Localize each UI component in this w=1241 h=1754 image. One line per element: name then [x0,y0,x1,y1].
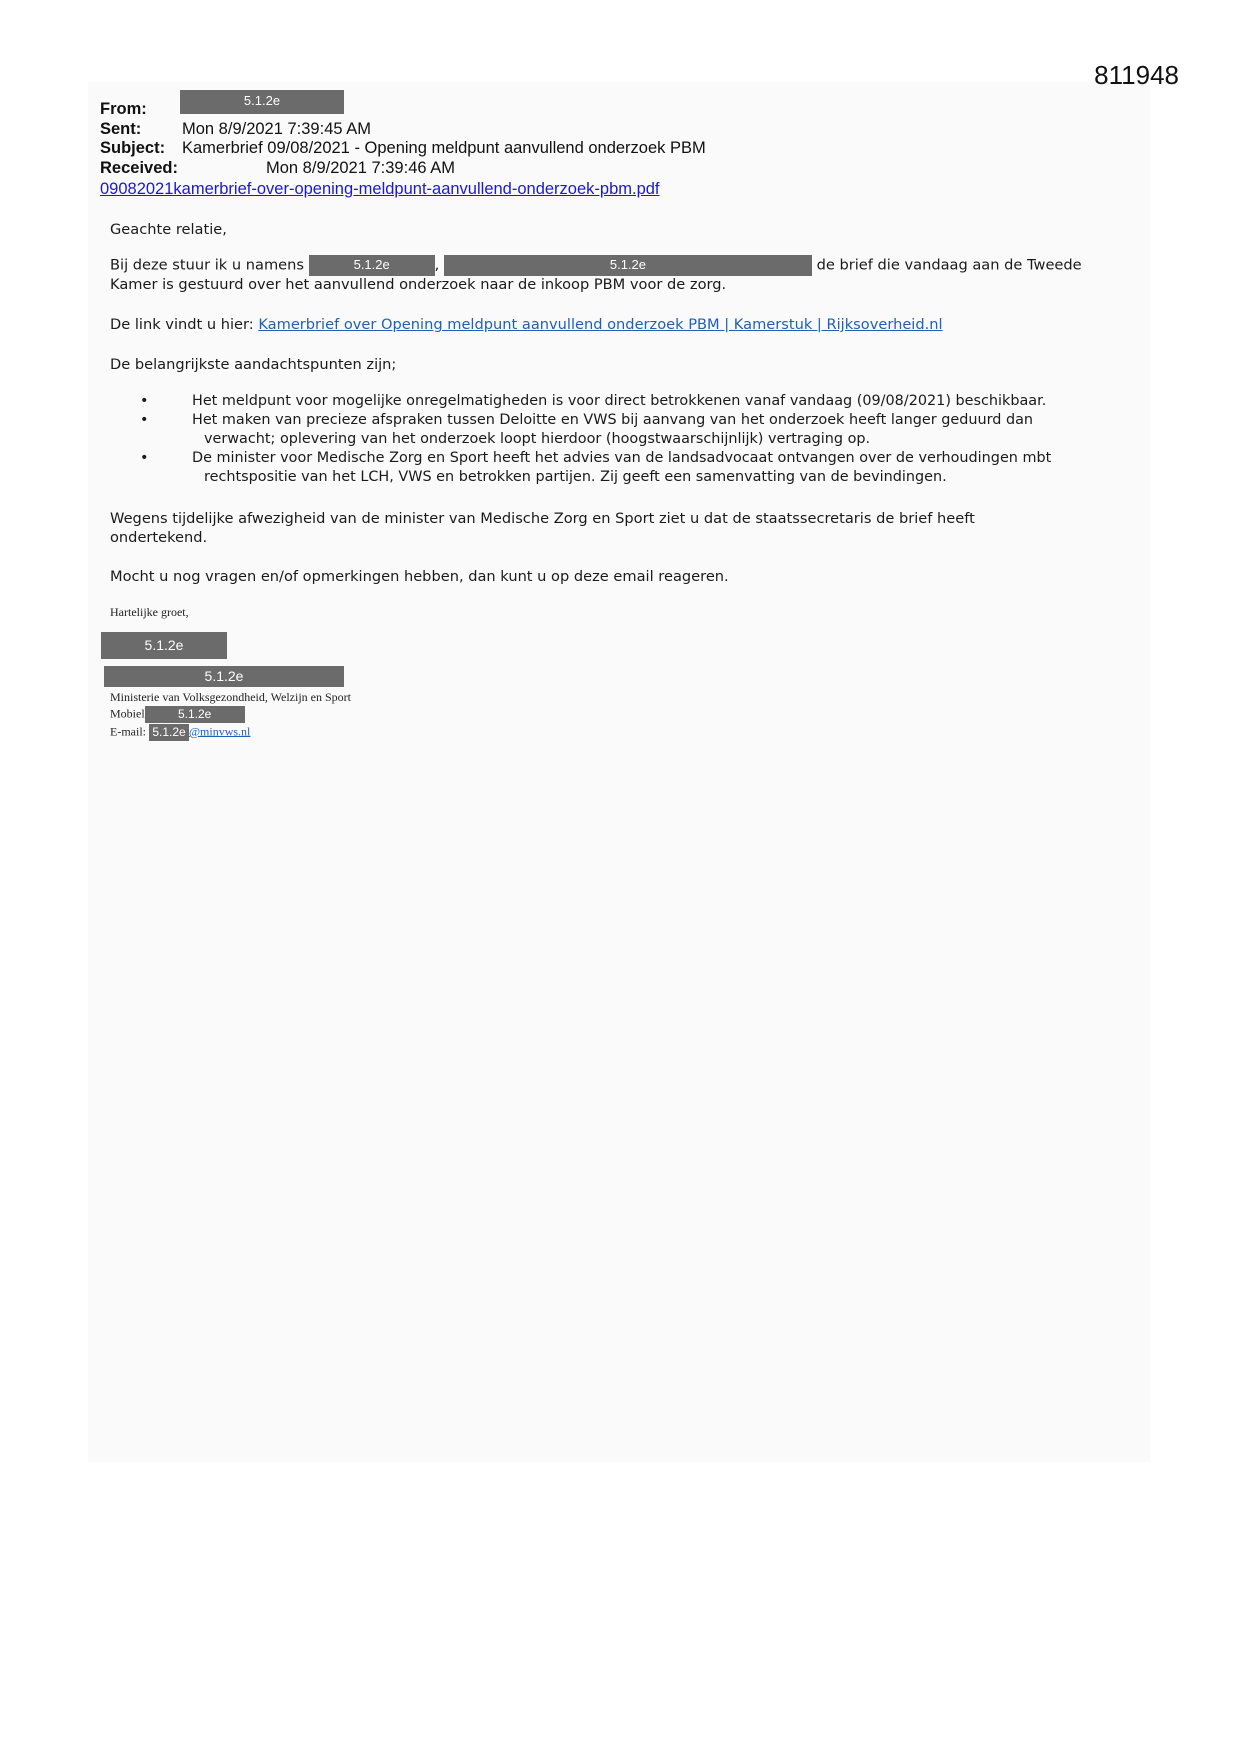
signature-title-redaction: 5.1.2e [104,666,344,687]
received-label: Received: [100,159,178,177]
bullet-text-continued: verwacht; oplevering van het onderzoek loopt hierdoor (hoogstwaarschijnlijk) vertraging op. [204,431,871,447]
subject-value: Kamerbrief 09/08/2021 - Opening meldpunt aanvullend onderzoek PBM [182,139,706,157]
email-label: E-mail: [110,724,146,739]
intro-paragraph [110,255,1140,276]
email-row [110,724,250,741]
bullet-text: Het maken van precieze afspraken tussen Deloitte en VWS bij aanvang van het onderzoek heeft langer geduurd dan [192,412,1034,428]
link-prefix: De link vindt u hier: [110,316,254,333]
intro-redaction-2: 5.1.2e [444,255,812,276]
from-redaction: 5.1.2e [180,90,344,114]
points-list [110,392,1150,487]
from-label: From: [100,100,147,119]
absence-line1: Wegens tijdelijke afwezigheid van de minister van Medische Zorg en Sport ziet u dat de staatssecretaris de brief heeft [110,510,975,527]
bullet-text: Het meldpunt voor mogelijke onregelmatigheden is voor direct betrokkenen vanaf vandaag (09/08/2021) beschikbaar. [192,393,1047,409]
absence-line2: ondertekend. [110,529,208,546]
mobile-label: Mobiel [110,706,145,721]
bullet-dot: • [140,412,149,428]
attachment-link[interactable]: 09082021kamerbrief-over-opening-meldpunt-aanvullend-onderzoek-pbm.pdf [100,180,660,198]
subject-label: Subject: [100,139,166,157]
sent-row [100,120,371,139]
link-paragraph [110,315,1140,334]
bullet-dot: • [140,450,149,466]
document-number: 811948 [1094,60,1179,90]
sent-value: Mon 8/9/2021 7:39:45 AM [182,120,371,138]
mobile-redaction: 5.1.2e [145,706,245,723]
bullet-text: De minister voor Medische Zorg en Sport heeft het advies van de landsadvocaat ontvangen over de verhoudingen mbt [192,450,1052,466]
intro-comma: , [434,256,440,274]
email-domain-link[interactable]: @minvws.nl [189,724,251,739]
intro-start: Bij deze stuur ik u namens [110,256,305,274]
ministry-name: Ministerie van Volksgezondheid, Welzijn en Sport [110,690,352,704]
subject-row [100,139,706,158]
closing: Hartelijke groet, [110,605,189,619]
list-item [110,449,1150,487]
bullet-text-continued: rechtspositie van het LCH, VWS en betrokken partijen. Zij geeft een samenvatting van de bevindingen. [204,469,947,485]
list-item [110,392,1150,411]
list-item [110,411,1150,449]
mobile-row [110,706,245,723]
received-row [100,159,455,178]
email-redaction: 5.1.2e [149,724,189,741]
kamerbrief-link[interactable]: Kamerbrief over Opening meldpunt aanvullend onderzoek PBM | Kamerstuk | Rijksoverheid.nl [258,316,943,333]
intro-end: de brief die vandaag aan de Tweede [816,256,1082,274]
from-row [100,93,344,122]
intro-line2: Kamer is gestuurd over het aanvullend onderzoek naar de inkoop PBM voor de zorg. [110,276,727,293]
greeting: Geachte relatie, [110,221,227,238]
received-value: Mon 8/9/2021 7:39:46 AM [266,159,455,177]
sent-label: Sent: [100,120,142,138]
intro-redaction-1: 5.1.2e [309,255,435,276]
points-heading: De belangrijkste aandachtspunten zijn; [110,356,397,373]
questions-paragraph: Mocht u nog vragen en/of opmerkingen hebben, dan kunt u op deze email reageren. [110,568,729,585]
signature-name-redaction: 5.1.2e [101,632,227,659]
bullet-dot: • [140,393,149,409]
